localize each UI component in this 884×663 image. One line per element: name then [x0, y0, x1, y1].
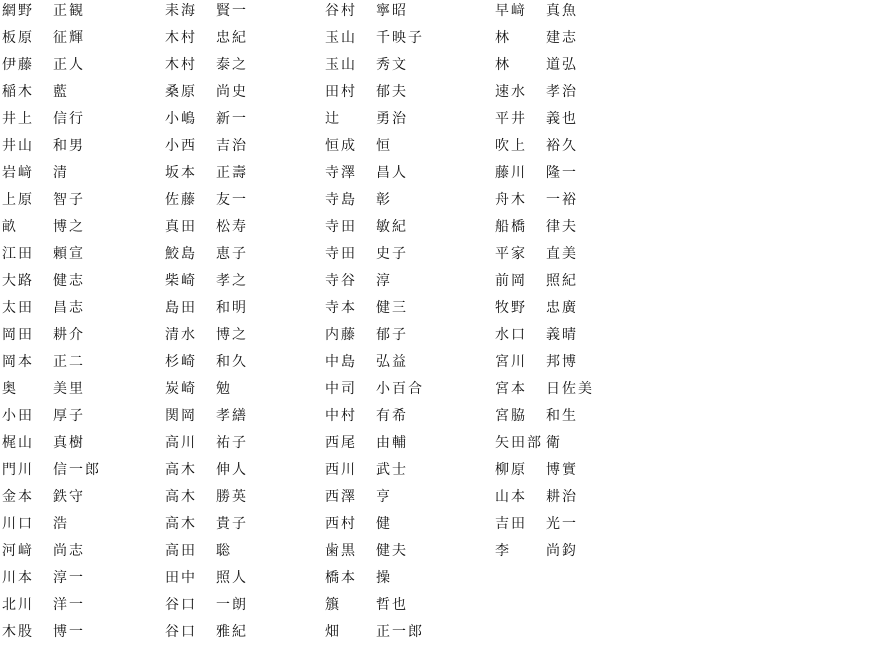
surname: 籏: [325, 597, 341, 613]
surname: 木村: [165, 57, 197, 73]
given-name: 博實: [546, 462, 578, 478]
given-name: 義晴: [546, 327, 578, 343]
given-name: 正二: [53, 354, 85, 370]
surname: 高田: [165, 543, 197, 559]
given-name: 松寿: [216, 219, 248, 235]
surname: 畝: [2, 219, 18, 235]
surname: 林: [495, 30, 511, 46]
given-name: 孝治: [546, 84, 578, 100]
given-name: 邦博: [546, 354, 578, 370]
given-name: 耕治: [546, 489, 578, 505]
given-name: 道弘: [546, 57, 578, 73]
given-name: 操: [376, 570, 392, 586]
surname: 清水: [165, 327, 197, 343]
given-name: 一裕: [546, 192, 578, 208]
surname: 高川: [165, 435, 197, 451]
surname: 炭崎: [165, 381, 197, 397]
given-name: 直美: [546, 246, 578, 262]
given-name: 泰之: [216, 57, 248, 73]
surname: 木村: [165, 30, 197, 46]
surname: 田中: [165, 570, 197, 586]
surname: 岡田: [2, 327, 34, 343]
given-name: 頼宣: [53, 246, 85, 262]
given-name: 義也: [546, 111, 578, 127]
given-name: 尚志: [53, 543, 85, 559]
surname: 奥: [2, 381, 18, 397]
given-name: 千映子: [376, 30, 424, 46]
given-name: 浩: [53, 516, 69, 532]
given-name: 小百合: [376, 381, 424, 397]
given-name: 一朗: [216, 597, 248, 613]
surname: 宮本: [495, 381, 527, 397]
surname: 西尾: [325, 435, 357, 451]
given-name: 昌人: [376, 165, 408, 181]
surname: 宮脇: [495, 408, 527, 424]
surname: 小田: [2, 408, 34, 424]
surname: 前岡: [495, 273, 527, 289]
given-name: 信一郎: [53, 462, 101, 478]
surname: 太田: [2, 300, 34, 316]
given-name: 照紀: [546, 273, 578, 289]
given-name: 洋一: [53, 597, 85, 613]
given-name: 恒: [376, 138, 392, 154]
surname: 岩﨑: [2, 165, 34, 181]
surname: 中島: [325, 354, 357, 370]
given-name: 新一: [216, 111, 248, 127]
surname: 島田: [165, 300, 197, 316]
given-name: 厚子: [53, 408, 85, 424]
surname: 伊藤: [2, 57, 34, 73]
given-name: 健三: [376, 300, 408, 316]
given-name: 賢一: [216, 3, 248, 19]
surname: 寺島: [325, 192, 357, 208]
given-name: 和久: [216, 354, 248, 370]
surname: 大路: [2, 273, 34, 289]
surname: 杉崎: [165, 354, 197, 370]
surname: 中村: [325, 408, 357, 424]
given-name: 智子: [53, 192, 85, 208]
surname: 玉山: [325, 57, 357, 73]
surname: 稲木: [2, 84, 34, 100]
given-name: 建志: [546, 30, 578, 46]
given-name: 正観: [53, 3, 85, 19]
given-name: 裕久: [546, 138, 578, 154]
given-name: 真樹: [53, 435, 85, 451]
surname: 高木: [165, 489, 197, 505]
surname: 岡本: [2, 354, 34, 370]
surname: 平井: [495, 111, 527, 127]
surname: 真田: [165, 219, 197, 235]
surname: 谷村: [325, 3, 357, 19]
surname: 辻: [325, 111, 341, 127]
given-name: 衛: [546, 435, 562, 451]
given-name: 健夫: [376, 543, 408, 559]
surname: 山本: [495, 489, 527, 505]
surname: 寺澤: [325, 165, 357, 181]
surname: 宮川: [495, 354, 527, 370]
given-name: 照人: [216, 570, 248, 586]
given-name: 勇治: [376, 111, 408, 127]
given-name: 史子: [376, 246, 408, 262]
surname: 牧野: [495, 300, 527, 316]
surname: 谷口: [165, 624, 197, 640]
surname: 桑原: [165, 84, 197, 100]
given-name: 耕介: [53, 327, 85, 343]
given-name: 由輔: [376, 435, 408, 451]
given-name: 健: [376, 516, 392, 532]
given-name: 正壽: [216, 165, 248, 181]
surname: 江田: [2, 246, 34, 262]
given-name: 哲也: [376, 597, 408, 613]
surname: 高木: [165, 516, 197, 532]
given-name: 弘益: [376, 354, 408, 370]
given-name: 郁夫: [376, 84, 408, 100]
surname: 梶山: [2, 435, 34, 451]
surname: 寺本: [325, 300, 357, 316]
surname: 水口: [495, 327, 527, 343]
surname: 西川: [325, 462, 357, 478]
surname: 寺田: [325, 246, 357, 262]
given-name: 藍: [53, 84, 69, 100]
given-name: 美里: [53, 381, 85, 397]
surname: 木股: [2, 624, 34, 640]
surname: 上原: [2, 192, 34, 208]
given-name: 孝繕: [216, 408, 248, 424]
surname: 小西: [165, 138, 197, 154]
given-name: 郁子: [376, 327, 408, 343]
surname: 畑: [325, 624, 341, 640]
surname: 寺谷: [325, 273, 357, 289]
surname: 谷口: [165, 597, 197, 613]
given-name: 真魚: [546, 3, 578, 19]
surname: 板原: [2, 30, 34, 46]
surname: 吉田: [495, 516, 527, 532]
given-name: 淳一: [53, 570, 85, 586]
given-name: 彰: [376, 192, 392, 208]
given-name: 亨: [376, 489, 392, 505]
given-name: 聡: [216, 543, 232, 559]
surname: 西澤: [325, 489, 357, 505]
surname: 橋本: [325, 570, 357, 586]
surname: 耒海: [165, 3, 197, 19]
surname: 舟木: [495, 192, 527, 208]
given-name: 祐子: [216, 435, 248, 451]
surname: 河﨑: [2, 543, 34, 559]
surname: 関岡: [165, 408, 197, 424]
surname: 中司: [325, 381, 357, 397]
surname: 柴崎: [165, 273, 197, 289]
given-name: 正人: [53, 57, 85, 73]
surname: 川本: [2, 570, 34, 586]
given-name: 和生: [546, 408, 578, 424]
surname: 門川: [2, 462, 34, 478]
surname: 小嶋: [165, 111, 197, 127]
surname: 鮫島: [165, 246, 197, 262]
given-name: 伸人: [216, 462, 248, 478]
surname: 平家: [495, 246, 527, 262]
surname: 吹上: [495, 138, 527, 154]
surname: 恒成: [325, 138, 357, 154]
surname: 寺田: [325, 219, 357, 235]
surname: 李: [495, 543, 511, 559]
surname: 網野: [2, 3, 34, 19]
given-name: 勝英: [216, 489, 248, 505]
given-name: 隆一: [546, 165, 578, 181]
surname: 川口: [2, 516, 34, 532]
given-name: 吉治: [216, 138, 248, 154]
given-name: 和男: [53, 138, 85, 154]
given-name: 昌志: [53, 300, 85, 316]
given-name: 恵子: [216, 246, 248, 262]
surname: 藤川: [495, 165, 527, 181]
given-name: 清: [53, 165, 69, 181]
given-name: 武士: [376, 462, 408, 478]
given-name: 光一: [546, 516, 578, 532]
surname: 金本: [2, 489, 34, 505]
surname: 歯黒: [325, 543, 357, 559]
surname: 速水: [495, 84, 527, 100]
surname: 早﨑: [495, 3, 527, 19]
given-name: 忠紀: [216, 30, 248, 46]
surname: 柳原: [495, 462, 527, 478]
surname: 林: [495, 57, 511, 73]
given-name: 有希: [376, 408, 408, 424]
given-name: 秀文: [376, 57, 408, 73]
given-name: 正一郎: [376, 624, 424, 640]
surname: 矢田部: [495, 435, 543, 451]
given-name: 信行: [53, 111, 85, 127]
given-name: 博之: [53, 219, 85, 235]
given-name: 孝之: [216, 273, 248, 289]
given-name: 貴子: [216, 516, 248, 532]
surname: 井上: [2, 111, 34, 127]
given-name: 博一: [53, 624, 85, 640]
given-name: 忠廣: [546, 300, 578, 316]
given-name: 鉄守: [53, 489, 85, 505]
surname: 坂本: [165, 165, 197, 181]
given-name: 勉: [216, 381, 232, 397]
surname: 内藤: [325, 327, 357, 343]
surname: 高木: [165, 462, 197, 478]
given-name: 和明: [216, 300, 248, 316]
given-name: 淳: [376, 273, 392, 289]
given-name: 寧昭: [376, 3, 408, 19]
surname: 西村: [325, 516, 357, 532]
surname: 佐藤: [165, 192, 197, 208]
given-name: 博之: [216, 327, 248, 343]
surname: 船橋: [495, 219, 527, 235]
given-name: 尚史: [216, 84, 248, 100]
surname: 北川: [2, 597, 34, 613]
given-name: 律夫: [546, 219, 578, 235]
surname: 井山: [2, 138, 34, 154]
given-name: 尚鈞: [546, 543, 578, 559]
surname: 田村: [325, 84, 357, 100]
given-name: 友一: [216, 192, 248, 208]
surname: 玉山: [325, 30, 357, 46]
given-name: 日佐美: [546, 381, 594, 397]
given-name: 健志: [53, 273, 85, 289]
given-name: 征輝: [53, 30, 85, 46]
given-name: 敏紀: [376, 219, 408, 235]
given-name: 雅紀: [216, 624, 248, 640]
